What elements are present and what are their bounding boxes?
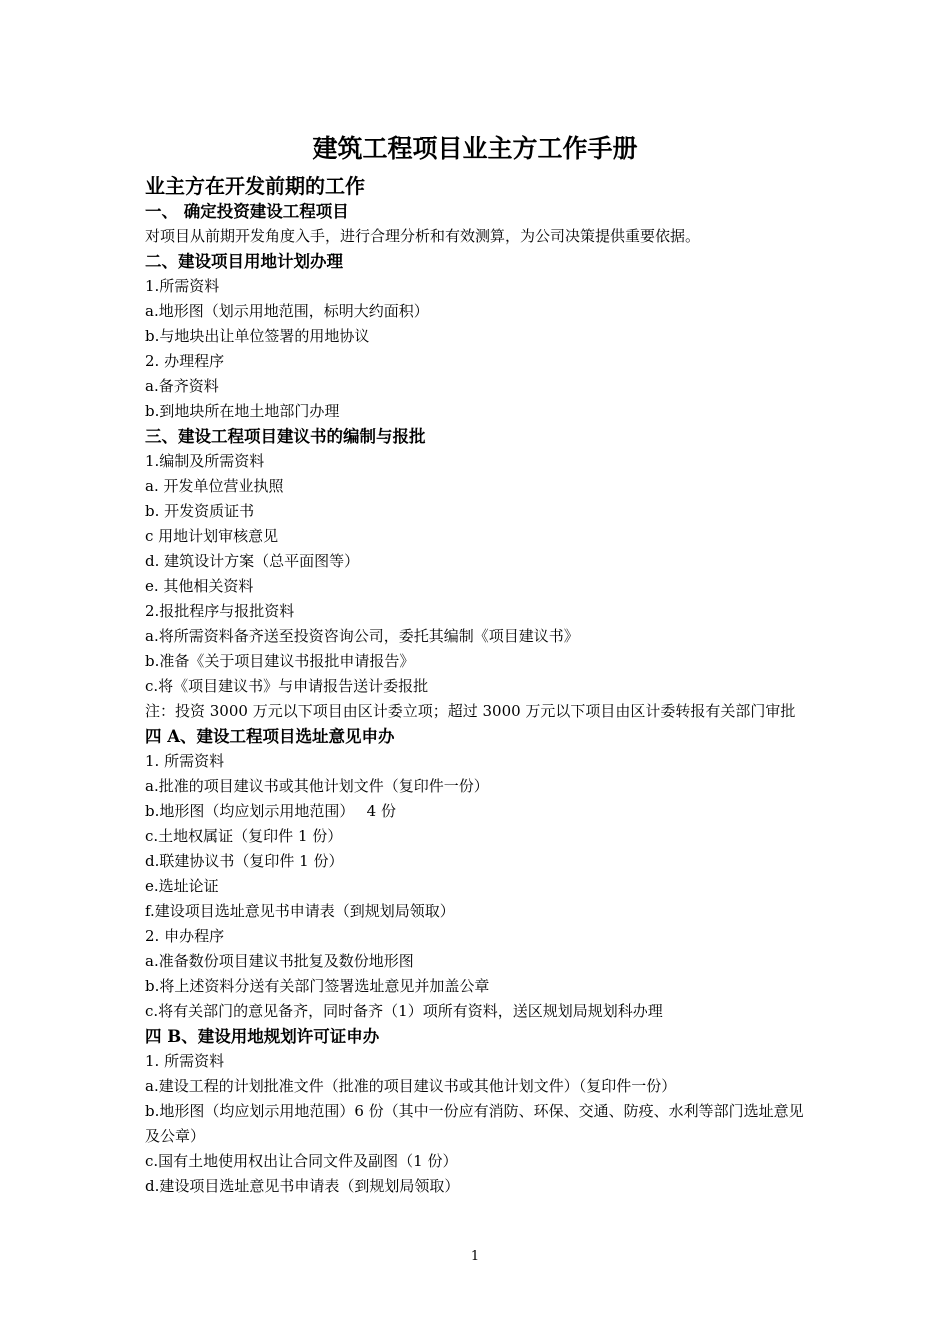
section-4b-line: d.建设项目选址意见书申请表（到规划局领取） (145, 1177, 460, 1195)
section-heading-3: 三、建设工程项目建议书的编制与报批 (145, 427, 426, 446)
section-4b-line: 1. 所需资料 (145, 1052, 225, 1070)
section-2-line: b.到地块所在地土地部门办理 (145, 402, 340, 420)
section-3-line: e. 其他相关资料 (145, 577, 254, 595)
part-heading: 业主方在开发前期的工作 (145, 174, 365, 198)
section-4a-line: a.批准的项目建议书或其他计划文件（复印件一份） (145, 777, 489, 795)
section-3-line: a. 开发单位营业执照 (145, 477, 284, 495)
section-2-line: a.地形图（划示用地范围，标明大约面积） (145, 302, 429, 320)
document-body (145, 174, 815, 1199)
page-number: 1 (470, 1249, 480, 1264)
section-4b-line: a.建设工程的计划批准文件（批准的项目建议书或其他计划文件）（复印件一份） (145, 1077, 677, 1095)
section-2-line: a.备齐资料 (145, 377, 219, 395)
section-2-line: 1.所需资料 (145, 277, 220, 295)
section-2-line: b.与地块出让单位签署的用地协议 (145, 327, 370, 345)
section-4a-line: d.联建协议书（复印件 1 份） (145, 852, 344, 870)
section-1-text: 对项目从前期开发角度入手，进行合理分析和有效测算，为公司决策提供重要依据。 (145, 227, 701, 245)
section-3-line: a.将所需资料备齐送至投资咨询公司，委托其编制《项目建议书》 (145, 627, 579, 645)
section-4a-line: e.选址论证 (145, 877, 219, 895)
section-3-line: b. 开发资质证书 (145, 502, 255, 520)
section-3-note: 注：投资 3000 万元以下项目由区计委立项；超过 3000 万元以下项目由区计委转报有关部门审批 (145, 702, 796, 720)
section-heading-1: 一、 确定投资建设工程项目 (145, 202, 349, 221)
section-3-line: d. 建筑设计方案（总平面图等） (145, 552, 360, 570)
section-4a-line: b.地形图（均应划示用地范围） 4 份 (145, 802, 396, 820)
section-3-line: b.准备《关于项目建议书报批申请报告》 (145, 652, 415, 670)
section-2-line: 2. 办理程序 (145, 352, 225, 370)
section-3-line: 2.报批程序与报批资料 (145, 602, 295, 620)
section-4a-line: 2. 申办程序 (145, 927, 225, 945)
section-heading-4a: 四 A、建设工程项目选址意见申办 (145, 727, 395, 746)
section-4b-line: c.国有土地使用权出让合同文件及副图（1 份） (145, 1152, 458, 1170)
document-title: 建筑工程项目业主方工作手册 (312, 134, 638, 163)
section-4a-line: 1. 所需资料 (145, 752, 225, 770)
section-3-line: c 用地计划审核意见 (145, 527, 279, 545)
section-heading-4b: 四 B、建设用地规划许可证申办 (145, 1027, 380, 1046)
section-4a-line: b.将上述资料分送有关部门签署选址意见并加盖公章 (145, 977, 490, 995)
section-4a-line: c.将有关部门的意见备齐，同时备齐（1）项所有资料，送区规划局规划科办理 (145, 1002, 663, 1020)
section-4a-line: c.土地权属证（复印件 1 份） (145, 827, 343, 845)
section-heading-2: 二、建设项目用地计划办理 (145, 252, 343, 271)
section-4a-line: a.准备数份项目建议书批复及数份地形图 (145, 952, 414, 970)
section-3-line: c.将《项目建议书》与申请报告送计委报批 (145, 677, 429, 695)
section-4a-line: f.建设项目选址意见书申请表（到规划局领取） (145, 902, 455, 920)
section-3-line: 1.编制及所需资料 (145, 452, 265, 470)
section-4b-line: b.地形图（均应划示用地范围）6 份（其中一份应有消防、环保、交通、防疫、水利等部门选址意见及公章） (145, 1102, 804, 1145)
